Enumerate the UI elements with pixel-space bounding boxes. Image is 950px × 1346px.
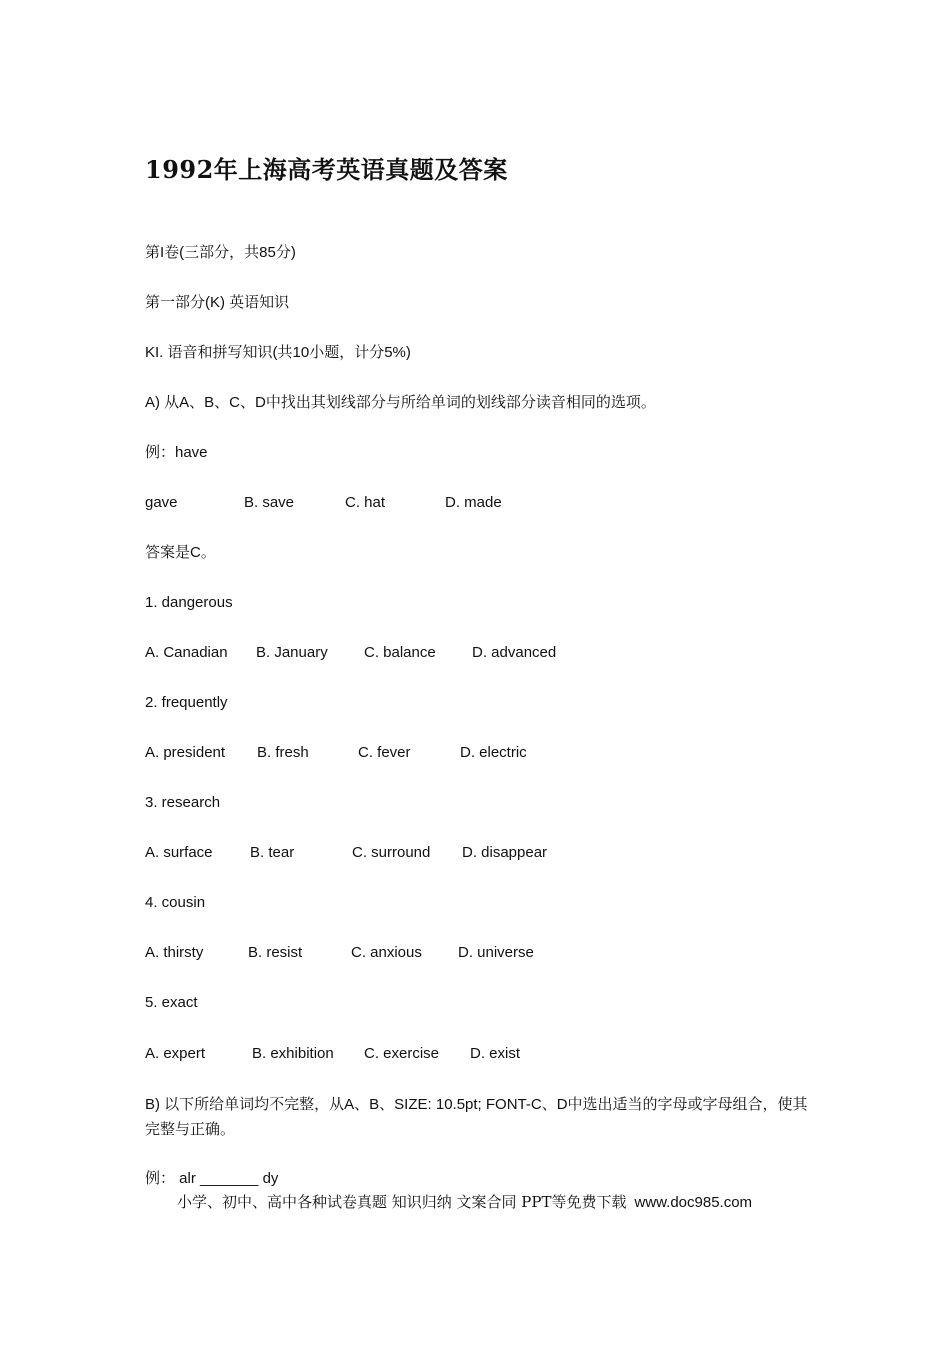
question-option: B. exhibition <box>252 1045 334 1062</box>
footer-text: 小学、初中、高中各种试卷真题 知识归纳 文案合同 PPT等免费下载 <box>177 1193 627 1211</box>
page-footer <box>177 1192 752 1213</box>
question-stem: 2. frequently <box>145 694 228 711</box>
question-option: C. exercise <box>364 1045 440 1062</box>
k1-heading: KI. 语音和拼写知识(共10小题，计分5%) <box>145 344 411 361</box>
example-answer: 答案是C。 <box>145 544 216 561</box>
section-heading: 第I卷(三部分，共85分) <box>145 244 296 261</box>
question-stem: 4. cousin <box>145 894 206 911</box>
question-option: D. exist <box>470 1045 521 1062</box>
example-b: 例： alr _______ dy <box>145 1170 279 1187</box>
question-option: B. January <box>256 644 328 661</box>
question-option: A. Canadian <box>145 644 228 661</box>
question-stem: 3. research <box>145 794 221 811</box>
part-heading: 第一部分(K) 英语知识 <box>145 294 290 311</box>
question-option: C. anxious <box>351 944 422 961</box>
example-label: 例：have <box>145 444 208 461</box>
part-b-instruction: B) 以下所给单词均不完整，从A、B、SIZE: 10.5pt; FONT-C、D中选出适当的字母或字母组合，使其完整与正确。 <box>145 1096 808 1138</box>
part-a-instruction: A) 从A、B、C、D中找出其划线部分与所给单词的划线部分读音相同的选项。 <box>145 394 656 411</box>
example-option: C. hat <box>345 494 386 511</box>
question-option: D. universe <box>458 944 534 961</box>
question-option: A. president <box>145 744 226 761</box>
question-option: D. disappear <box>462 844 548 861</box>
question-stem: 1. dangerous <box>145 594 233 611</box>
question-option: B. tear <box>250 844 295 861</box>
example-option: B. save <box>244 494 295 511</box>
page-title: 1992年上海高考英语真题及答案 <box>145 155 508 184</box>
question-option: A. thirsty <box>145 944 204 961</box>
example-option: gave <box>145 494 178 511</box>
question-option: D. electric <box>460 744 527 761</box>
question-stem: 5. exact <box>145 994 198 1011</box>
question-option: B. fresh <box>257 744 309 761</box>
footer-url[interactable]: www.doc985.com <box>634 1194 753 1211</box>
question-option: C. surround <box>352 844 431 861</box>
question-option: C. fever <box>358 744 411 761</box>
question-option: A. expert <box>145 1045 206 1062</box>
question-option: C. balance <box>364 644 436 661</box>
question-option: B. resist <box>248 944 303 961</box>
question-option: A. surface <box>145 844 213 861</box>
example-option: D. made <box>445 494 502 511</box>
question-option: D. advanced <box>472 644 557 661</box>
